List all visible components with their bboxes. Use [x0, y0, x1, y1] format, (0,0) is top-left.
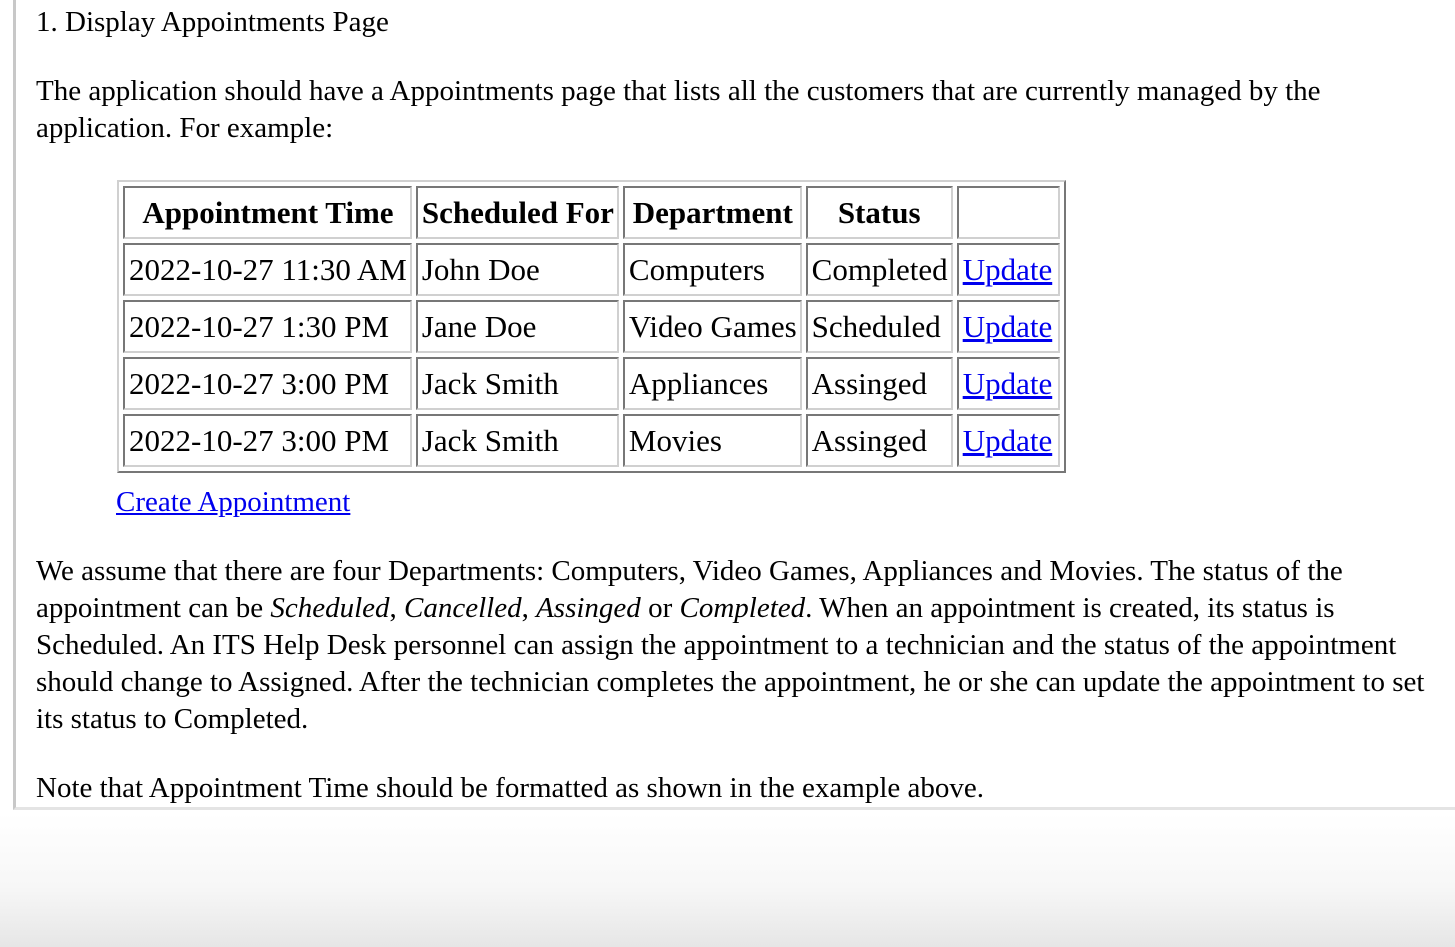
cell-action — [957, 414, 1060, 467]
description-text: . When an appointment is created, its status is Scheduled. An ITS Help Desk personnel can assign the appointment to a technician and the status of the appointment should change to Assigned. After the technician completes the appointment, he or she can update the appointment to set its status to Completed. — [36, 592, 1425, 735]
cell-status: Assinged — [806, 414, 953, 467]
table-row — [123, 414, 1060, 467]
table-header-row — [123, 186, 1060, 239]
appointments-table — [117, 180, 1066, 473]
header-status: Status — [806, 186, 953, 239]
create-appointment-link[interactable]: Create Appointment — [116, 486, 351, 518]
cell-action — [957, 300, 1060, 353]
cell-status: Scheduled — [806, 300, 953, 353]
cell-scheduled-for: Jane Doe — [416, 300, 619, 353]
status-term-assinged: Assinged — [536, 592, 641, 624]
cell-department: Appliances — [623, 357, 802, 410]
note-paragraph: Note that Appointment Time should be formatted as shown in the example above. — [36, 772, 984, 804]
header-appointment-time: Appointment Time — [123, 186, 412, 239]
cell-department: Computers — [623, 243, 802, 296]
cell-scheduled-for: Jack Smith — [416, 357, 619, 410]
cell-action — [957, 243, 1060, 296]
update-link[interactable]: Update — [962, 251, 1053, 287]
intro-paragraph: The application should have a Appointments page that lists all the customers that are currently managed by the application. For example: — [36, 75, 1321, 144]
document-content — [13, 0, 1455, 810]
update-link[interactable]: Update — [962, 422, 1053, 458]
update-link[interactable]: Update — [962, 308, 1053, 344]
header-action — [957, 186, 1060, 239]
description-text: We assume that there are four Departments: Computers, Video Games, Appliances and Movies. The status of the appointment can be — [36, 555, 1343, 624]
status-term-cancelled: Cancelled — [404, 592, 522, 624]
separator: , — [389, 592, 405, 624]
page-bottom-area — [0, 813, 1455, 947]
cell-status: Completed — [806, 243, 953, 296]
cell-appointment-time: 2022-10-27 3:00 PM — [123, 357, 412, 410]
separator: , — [521, 592, 537, 624]
cell-status: Assinged — [806, 357, 953, 410]
cell-scheduled-for: John Doe — [416, 243, 619, 296]
separator: or — [640, 592, 680, 624]
cell-department: Movies — [623, 414, 802, 467]
table-row — [123, 357, 1060, 410]
cell-department: Video Games — [623, 300, 802, 353]
description-paragraph — [36, 553, 1446, 738]
cell-action — [957, 357, 1060, 410]
cell-appointment-time: 2022-10-27 3:00 PM — [123, 414, 412, 467]
status-term-completed: Completed — [679, 592, 806, 624]
table-row — [123, 243, 1060, 296]
status-term-scheduled: Scheduled — [270, 592, 390, 624]
cell-appointment-time: 2022-10-27 1:30 PM — [123, 300, 412, 353]
cell-appointment-time: 2022-10-27 11:30 AM — [123, 243, 412, 296]
section-heading: 1. Display Appointments Page — [36, 6, 389, 38]
header-department: Department — [623, 186, 802, 239]
table-row — [123, 300, 1060, 353]
cell-scheduled-for: Jack Smith — [416, 414, 619, 467]
update-link[interactable]: Update — [962, 365, 1053, 401]
header-scheduled-for: Scheduled For — [416, 186, 619, 239]
